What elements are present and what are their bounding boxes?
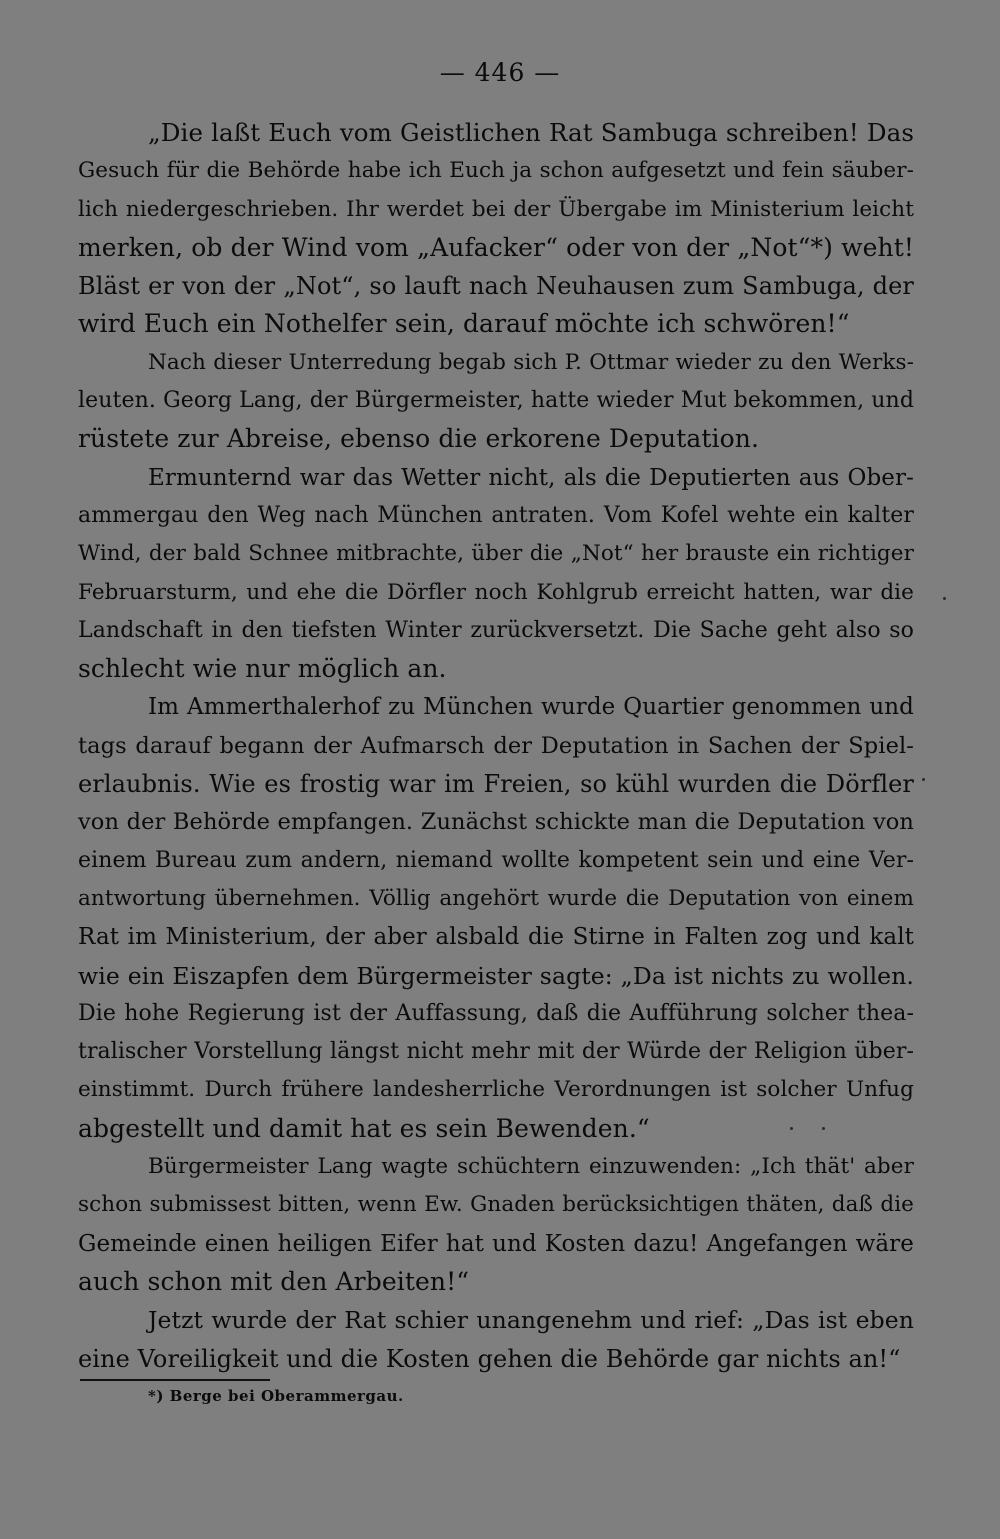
- text-line: lich niedergeschrieben. Ihr werdet bei der Übergabe im Ministerium leicht: [78, 196, 914, 222]
- text-line: einem Bureau zum andern, niemand wollte kompetent sein und eine Ver-: [78, 847, 914, 873]
- print-speck: [790, 1127, 793, 1130]
- print-speck: [943, 597, 946, 600]
- body-text: [78, 114, 914, 1378]
- print-speck: [922, 778, 925, 781]
- text-line: schon submissest bitten, wenn Ew. Gnaden berücksichtigen thäten, daß die: [78, 1192, 914, 1218]
- text-line: leuten. Georg Lang, der Bürgermeister, hatte wieder Mut bekommen, und: [78, 388, 914, 414]
- text-line: „Die laßt Euch vom Geistlichen Rat Sambuga schreiben! Das: [148, 118, 914, 147]
- text-line: eine Voreiligkeit und die Kosten gehen die Behörde gar nichts an!“: [78, 1344, 901, 1373]
- text-line: ammergau den Weg nach München antraten. Vom Kofel wehte ein kalter: [78, 502, 914, 528]
- text-line: Bürgermeister Lang wagte schüchtern einzuwenden: „Ich thät' aber: [148, 1154, 914, 1180]
- text-line: Landschaft in den tiefsten Winter zurückversetzt. Die Sache geht also so: [78, 617, 914, 643]
- text-line: Die hohe Regierung ist der Auffassung, daß die Aufführung solcher thea-: [78, 1000, 914, 1026]
- text-line: tags darauf begann der Aufmarsch der Deputation in Sachen der Spiel-: [78, 732, 914, 759]
- text-line: Ermunternd war das Wetter nicht, als die Deputierten aus Ober-: [148, 464, 914, 491]
- text-line: erlaubnis. Wie es frostig war im Freien, so kühl wurden die Dörfler: [78, 770, 914, 799]
- text-line: antwortung übernehmen. Völlig angehört wurde die Deputation von einem: [78, 885, 914, 911]
- text-line: tralischer Vorstellung längst nicht mehr mit der Würde der Religion über-: [78, 1039, 914, 1065]
- text-line: wird Euch ein Nothelfer sein, darauf möchte ich schwören!“: [78, 309, 850, 339]
- text-line: Bläst er von der „Not“, so lauft nach Neuhausen zum Sambuga, der: [78, 272, 914, 301]
- page-number: — 446 —: [439, 58, 561, 87]
- text-line: einstimmt. Durch frühere landesherrliche Verordnungen ist solcher Unfug: [78, 1077, 914, 1103]
- print-speck: [822, 1127, 825, 1130]
- text-line: Februarsturm, und ehe die Dörfler noch Kohlgrub erreicht hatten, war die: [78, 579, 914, 605]
- text-line: auch schon mit den Arbeiten!“: [78, 1266, 470, 1296]
- text-line: Wind, der bald Schnee mitbrachte, über die „Not“ her brauste ein richtiger: [78, 541, 914, 567]
- text-line: Nach dieser Unterredung begab sich P. Ottmar wieder zu den Werks-: [148, 349, 914, 375]
- text-line: Im Ammerthalerhof zu München wurde Quartier genommen und: [148, 694, 914, 721]
- text-line: Gemeinde einen heiligen Eifer hat und Kosten dazu! Angefangen wäre: [78, 1230, 914, 1257]
- text-line: merken, ob der Wind vom „Aufacker“ oder von der „Not“*) weht!: [78, 232, 914, 262]
- text-line: Gesuch für die Behörde habe ich Euch ja schon aufgesetzt und fein säuber-: [78, 158, 914, 184]
- footnote: *) Berge bei Oberammergau.: [148, 1387, 404, 1405]
- text-line: Rat im Ministerium, der aber alsbald die Stirne in Falten zog und kalt: [78, 924, 914, 951]
- text-line: von der Behörde empfangen. Zunächst schickte man die Deputation von: [78, 809, 914, 836]
- text-line: abgestellt und damit hat es sein Bewenden.“: [78, 1113, 650, 1143]
- text-line: schlecht wie nur möglich an.: [78, 654, 447, 684]
- text-line: Jetzt wurde der Rat schier unangenehm und rief: „Das ist eben: [148, 1306, 914, 1335]
- text-line: rüstete zur Abreise, ebenso die erkorene Deputation.: [78, 424, 760, 454]
- footnote-divider: [80, 1379, 270, 1381]
- text-line: wie ein Eiszapfen dem Bürgermeister sagte: „Da ist nichts zu wollen.: [78, 961, 914, 990]
